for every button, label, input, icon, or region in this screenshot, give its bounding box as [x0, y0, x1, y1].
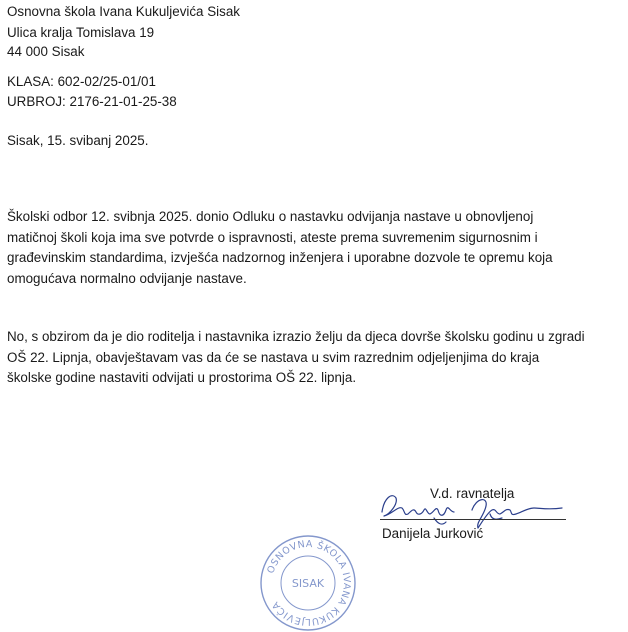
paragraph-1-line: matičnoj školi koja ima sve potvrde o ispravnosti, ateste prema suvremenim sigurnosnim i: [7, 229, 538, 245]
signatory-title: V.d. ravnatelja: [430, 486, 515, 501]
school-stamp: [248, 527, 368, 632]
body-paragraph-1: [7, 207, 623, 289]
school-name: Osnovna škola Ivana Kukuljevića Sisak: [7, 4, 240, 19]
stamp-ring-text: OSNOVNA ŠKOLA IVANA KUKULJEVIĆA: [265, 538, 353, 628]
signatory-name: Danijela Jurković: [382, 526, 484, 541]
body-paragraph-2: [7, 327, 623, 389]
klasa-line: KLASA: 602-02/25-01/01: [7, 74, 156, 89]
paragraph-2-line: OŠ 22. Lipnja, obavještavam vas da će se nastava u svim razrednim odjeljenjima do kraja: [7, 349, 540, 365]
signature-line: [380, 519, 566, 520]
paragraph-2-line: školske godine nastaviti odvijati u prostorima OŠ 22. lipnja.: [7, 370, 357, 385]
paragraph-1-line: omogućava normalno odvijanje nastave.: [7, 270, 247, 286]
school-street: Ulica kralja Tomislava 19: [7, 25, 155, 40]
paragraph-2-line: No, s obzirom da je dio roditelja i nastavnika izrazio želju da djeca dovrše školsku godinu u zgradi: [7, 329, 585, 344]
paragraph-1-line: Školski odbor 12. svibnja 2025. donio Odluku o nastavku odvijanja nastave u obnovljenoj: [7, 209, 534, 224]
stamp-center-text: SISAK: [291, 577, 325, 590]
paragraph-1-line: građevinskim standardima, izvješća nadzornog inženjera i uporabne dozvole te opremu koja: [7, 250, 553, 265]
school-city: 44 000 Sisak: [7, 44, 85, 59]
urbroj-line: URBROJ: 2176-21-01-25-38: [7, 94, 177, 109]
date-line: Sisak, 15. svibanj 2025.: [7, 133, 149, 148]
